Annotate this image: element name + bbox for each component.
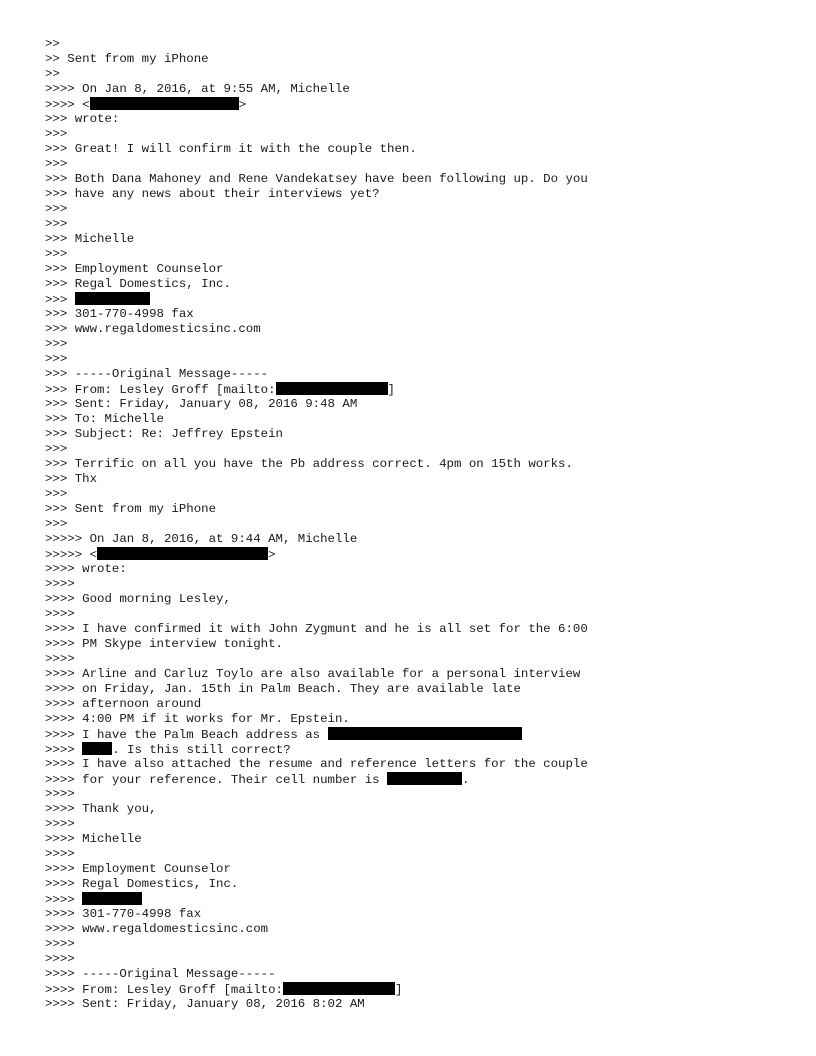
line-text: >>>> Employment Counselor: [45, 862, 231, 876]
line-text: .: [462, 773, 470, 787]
line-text: >>> To: Michelle: [45, 412, 164, 426]
line-text: >>>>: [45, 952, 75, 966]
line-text: >>>>: [45, 817, 75, 831]
line-text: >>>: [45, 157, 68, 171]
line-text: >>> Terrific on all you have the Pb address correct. 4pm on 15th works.: [45, 457, 573, 471]
redaction-box: [387, 772, 462, 785]
redaction-box: [82, 892, 142, 905]
text-line: [45, 637, 765, 652]
text-line: [45, 112, 765, 127]
text-line: [45, 817, 765, 832]
line-text: >>>> On Jan 8, 2016, at 9:55 AM, Michelle: [45, 82, 350, 96]
text-line: [45, 187, 765, 202]
text-line: [45, 532, 765, 547]
line-text: >>>> I have also attached the resume and reference letters for the couple: [45, 757, 588, 771]
text-line: [45, 427, 765, 442]
text-line: [45, 997, 765, 1012]
line-text: >>>: [45, 247, 68, 261]
text-line: [45, 667, 765, 682]
text-line: [45, 82, 765, 97]
line-text: >>>>: [45, 607, 75, 621]
redaction-box: [75, 292, 150, 305]
text-line: [45, 697, 765, 712]
text-line: [45, 487, 765, 502]
text-line: [45, 202, 765, 217]
line-text: >>>> Arline and Carluz Toylo are also available for a personal interview: [45, 667, 581, 681]
line-text: >>> Sent from my iPhone: [45, 502, 217, 516]
text-line: [45, 937, 765, 952]
text-line: [45, 142, 765, 157]
line-text: >>>> Thank you,: [45, 802, 157, 816]
text-line: [45, 967, 765, 982]
text-line: [45, 37, 765, 52]
line-text: >>>> -----Original Message-----: [45, 967, 276, 981]
line-text: >>> Thx: [45, 472, 98, 486]
text-line: [45, 277, 765, 292]
text-line: [45, 292, 765, 307]
line-text: >>>> From: Lesley Groff [mailto:: [45, 983, 283, 997]
line-text: >>>> 301-770-4998 fax: [45, 907, 202, 921]
line-text: >>> From: Lesley Groff [mailto:: [45, 383, 276, 397]
text-line: [45, 727, 765, 742]
text-line: [45, 502, 765, 517]
line-text: >>> Michelle: [45, 232, 135, 246]
text-line: [45, 547, 765, 562]
text-line: [45, 982, 765, 997]
text-line: [45, 592, 765, 607]
line-text: >>>>: [45, 577, 75, 591]
line-text: >>>> <: [45, 98, 90, 112]
line-text: >>> Regal Domestics, Inc.: [45, 277, 231, 291]
text-line: [45, 412, 765, 427]
redaction-box: [90, 97, 239, 110]
line-text: >>> Employment Counselor: [45, 262, 224, 276]
line-text: >>>> I have confirmed it with John Zygmunt and he is all set for the 6:00: [45, 622, 588, 636]
text-line: [45, 127, 765, 142]
text-line: [45, 562, 765, 577]
line-text: >>> 301-770-4998 fax: [45, 307, 194, 321]
text-line: [45, 367, 765, 382]
line-text: >>>: [45, 293, 75, 307]
line-text: >>>> Michelle: [45, 832, 142, 846]
text-line: [45, 97, 765, 112]
text-line: [45, 517, 765, 532]
text-line: [45, 742, 765, 757]
line-text: >>>>> On Jan 8, 2016, at 9:44 AM, Michelle: [45, 532, 358, 546]
line-text: >>>> Good morning Lesley,: [45, 592, 231, 606]
line-text: >>>>: [45, 787, 75, 801]
line-text: >>>>: [45, 652, 75, 666]
line-text: . Is this still correct?: [112, 743, 291, 757]
text-line: [45, 577, 765, 592]
line-text: >>> Sent: Friday, January 08, 2016 9:48 AM: [45, 397, 358, 411]
line-text: >>>> Regal Domestics, Inc.: [45, 877, 239, 891]
text-line: [45, 712, 765, 727]
line-text: >>> have any news about their interviews yet?: [45, 187, 380, 201]
line-text: >: [268, 548, 276, 562]
line-text: >>>> www.regaldomesticsinc.com: [45, 922, 269, 936]
redaction-box: [276, 382, 388, 395]
text-line: [45, 832, 765, 847]
text-line: [45, 772, 765, 787]
redaction-box: [328, 727, 522, 740]
line-text: >>> wrote:: [45, 112, 120, 126]
line-text: >>>> afternoon around: [45, 697, 202, 711]
text-line: [45, 787, 765, 802]
line-text: >> Sent from my iPhone: [45, 52, 209, 66]
line-text: >>>>: [45, 743, 83, 757]
text-line: [45, 952, 765, 967]
redaction-box: [97, 547, 268, 560]
text-line: [45, 382, 765, 397]
line-text: >>>> Sent: Friday, January 08, 2016 8:02 AM: [45, 997, 365, 1011]
line-text: >>>>> <: [45, 548, 98, 562]
line-text: >>>> 4:00 PM if it works for Mr. Epstein.: [45, 712, 350, 726]
line-text: >>>: [45, 337, 68, 351]
line-text: >>>>: [45, 893, 83, 907]
line-text: >>>> PM Skype interview tonight.: [45, 637, 283, 651]
line-text: >>>: [45, 442, 68, 456]
line-text: >>>>: [45, 937, 75, 951]
line-text: >>> Subject: Re: Jeffrey Epstein: [45, 427, 283, 441]
text-line: [45, 52, 765, 67]
line-text: >>>: [45, 202, 68, 216]
email-document: [45, 37, 765, 1012]
text-line: [45, 847, 765, 862]
text-line: [45, 67, 765, 82]
line-text: ]: [387, 383, 395, 397]
text-line: [45, 682, 765, 697]
line-text: >>>: [45, 217, 68, 231]
redaction-box: [82, 742, 112, 755]
line-text: >>>> I have the Palm Beach address as: [45, 728, 328, 742]
text-line: [45, 352, 765, 367]
text-line: [45, 397, 765, 412]
text-line: [45, 457, 765, 472]
line-text: >>: [45, 67, 60, 81]
text-line: [45, 862, 765, 877]
line-text: >>>> on Friday, Jan. 15th in Palm Beach. They are available late: [45, 682, 521, 696]
text-line: [45, 622, 765, 637]
line-text: >>>> for your reference. Their cell number is: [45, 773, 388, 787]
redaction-box: [283, 982, 395, 995]
text-line: [45, 472, 765, 487]
text-line: [45, 157, 765, 172]
text-line: [45, 232, 765, 247]
line-text: >>>: [45, 517, 68, 531]
line-text: >>>: [45, 127, 68, 141]
text-line: [45, 247, 765, 262]
text-line: [45, 892, 765, 907]
text-line: [45, 217, 765, 232]
line-text: >>> www.regaldomesticsinc.com: [45, 322, 261, 336]
line-text: >: [238, 98, 247, 112]
line-text: >>> Great! I will confirm it with the couple then.: [45, 142, 417, 156]
text-line: [45, 922, 765, 937]
text-line: [45, 652, 765, 667]
text-line: [45, 442, 765, 457]
text-line: [45, 757, 765, 772]
text-line: [45, 322, 765, 337]
line-text: >>>> wrote:: [45, 562, 127, 576]
line-text: >>> Both Dana Mahoney and Rene Vandekatsey have been following up. Do you: [45, 172, 588, 186]
text-line: [45, 802, 765, 817]
text-line: [45, 907, 765, 922]
text-line: [45, 262, 765, 277]
text-line: [45, 172, 765, 187]
line-text: >>>: [45, 352, 68, 366]
text-line: [45, 337, 765, 352]
line-text: >>: [45, 37, 60, 51]
line-text: ]: [394, 983, 403, 997]
line-text: >>>>: [45, 847, 75, 861]
line-text: >>> -----Original Message-----: [45, 367, 269, 381]
text-line: [45, 307, 765, 322]
text-line: [45, 607, 765, 622]
line-text: >>>: [45, 487, 68, 501]
text-line: [45, 877, 765, 892]
